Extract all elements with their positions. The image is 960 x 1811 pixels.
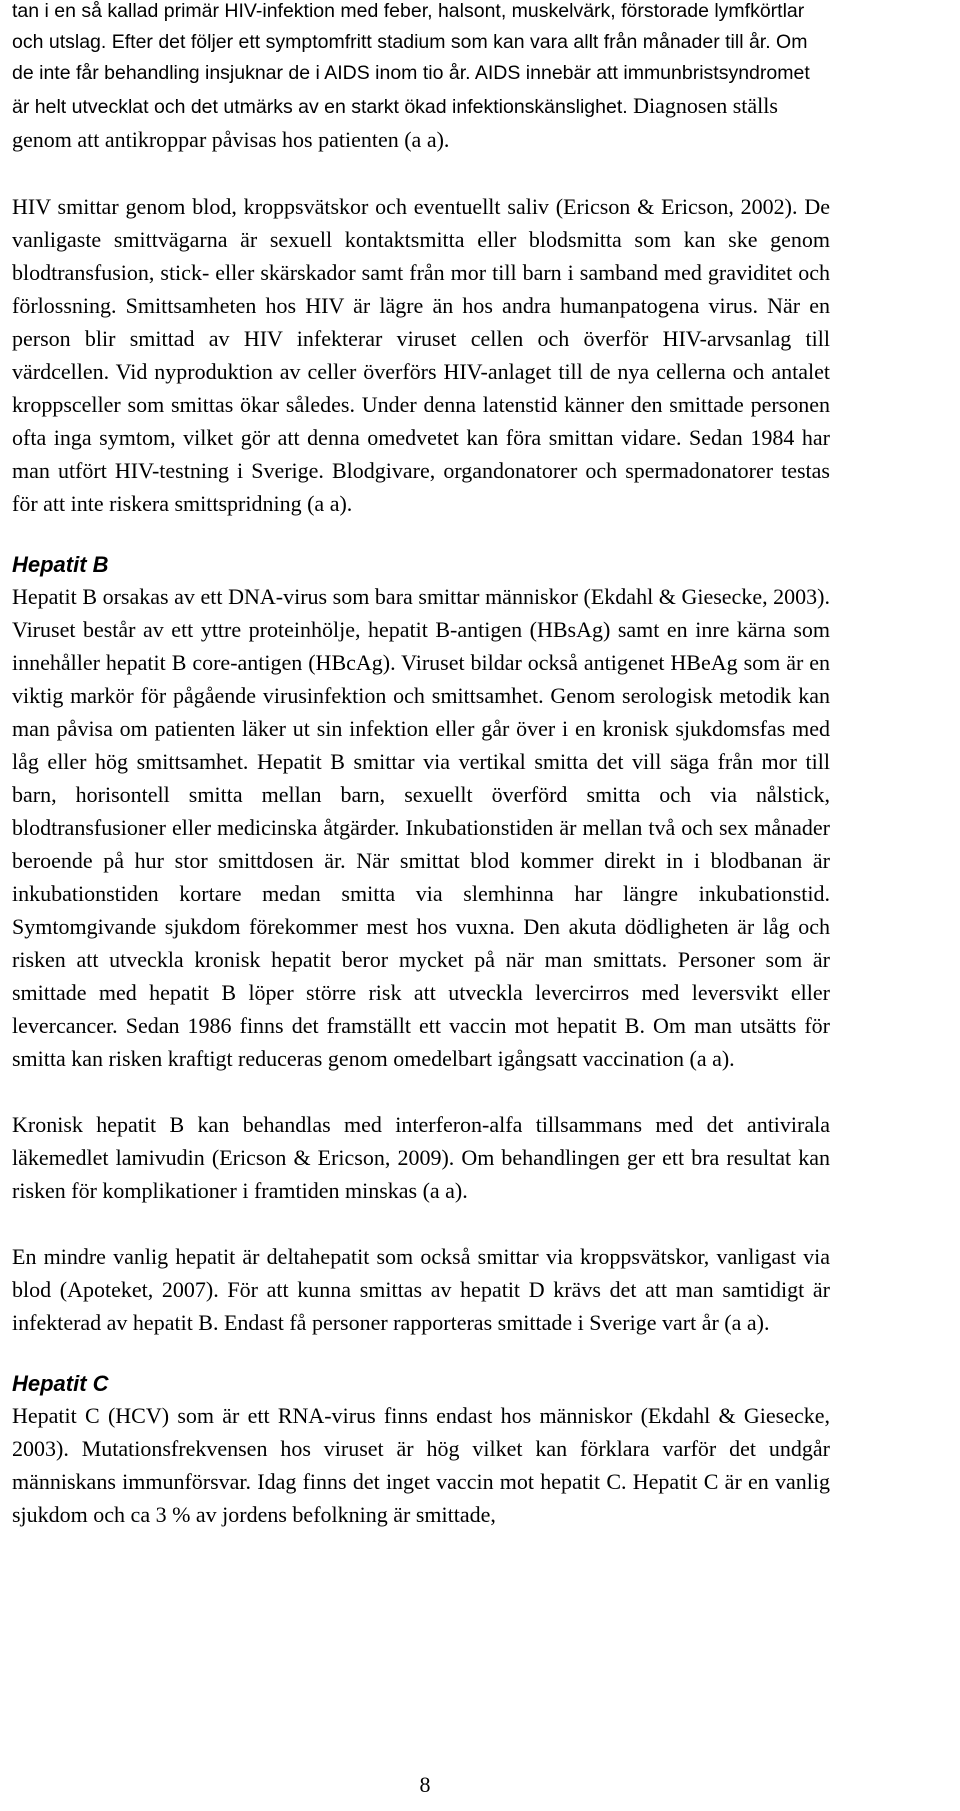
- hepatit-b-paragraph-3: En mindre vanlig hepatit är deltahepatit som också smittar via kroppsvätskor, vanligast via blod (Apoteket, 2007). För att kunna smittas av hepatit D krävs det att man samtidigt är infekterad av hepatit B. Endast få personer rapporteras smittade i Sverige vart år (a a).: [12, 1244, 830, 1335]
- section-gap: [12, 1339, 830, 1369]
- section-gap: [12, 520, 830, 550]
- intro-paragraph: [12, 0, 830, 157]
- hepatit-b-paragraph-1: Hepatit B orsakas av ett DNA-virus som bara smittar människor (Ekdahl & Giesecke, 2003). Viruset består av ett yttre proteinhölje, hepatit B-antigen (HBsAg) samt en inre kärna som innehåller hepatit B core-antigen (HBcAg). Viruset bildar också antigenet HBeAg som är en viktig markör för pågående virusinfektion och smittsamhet. Genom serologisk metodik kan man påvisa om patienten läker ut sin infektion eller går över i en kronisk sjukdomsfas med låg eller hög smittsamhet. Hepatit B smittar via vertikal smitta det vill säga från mor till barn, horisontell smitta mellan barn, sexuellt överförd smitta och via nålstick, blodtransfusioner eller medicinska åtgärder. Inkubationstiden är mellan två och sex månader beroende på hur stor smittdosen är. När smittat blod kommer direkt in i blodbanan är inkubationstiden kortare medan smitta via slemhinna har längre inkubationstid. Symtomgivande sjukdom förekommer mest hos vuxna. Den akuta dödligheten är låg och risken att utveckla kronisk hepatit beror mycket på när man smittats. Personer som är smittade med hepatit B löper större risk att utveckla levercirros med leversvikt eller levercancer. Sedan 1986 finns det framställt ett vaccin mot hepatit B. Om man utsätts för smitta kan risken kraftigt reduceras genom omedelbart igångsatt vaccination (a a).: [12, 584, 830, 1071]
- hepatit-b-paragraph-2: Kronisk hepatit B kan behandlas med interferon-alfa tillsammans med det antivirala läkemedlet lamivudin (Ericson & Ericson, 2009). Om behandlingen ger ett bra resultat kan risken för komplikationer i framtiden minskas (a a).: [12, 1112, 830, 1203]
- page-number: 8: [419, 1772, 431, 1797]
- intro-serif-text: Diagnosen ställs genom att antikroppar påvisas hos patienten (a a).: [12, 93, 778, 152]
- hepatit-c-paragraph: Hepatit C (HCV) som är ett RNA-virus finns endast hos människor (Ekdahl & Giesecke, 2003). Mutationsfrekvensen hos viruset är hög vilket kan förklara varför det undgår människans immunförsvar. Idag finns det inget vaccin mot hepatit C. Hepatit C är en vanlig sjukdom och ca 3 % av jordens befolkning är smittade,: [12, 1403, 830, 1527]
- heading-hepatit-b: Hepatit B: [12, 552, 109, 577]
- heading-hepatit-c: Hepatit C: [12, 1371, 109, 1396]
- intro-sans-text: tan i en så kallad primär HIV-infektion med feber, halsont, muskelvärk, förstorade lymfkörtlar och utslag. Efter det följer ett symptomfritt stadium som kan vara allt från månader till år. Om de inte får behandling insjuknar de i AIDS inom tio år. AIDS innebär att immunbristsyndromet är helt utvecklat och det utmärks av en starkt ökad infektionskänslighet.: [12, 0, 810, 118]
- paragraph-gap: [12, 1075, 830, 1108]
- paragraph-gap: [12, 157, 830, 190]
- hiv-paragraph: HIV smittar genom blod, kroppsvätskor och eventuellt saliv (Ericson & Ericson, 2002). De vanligaste smittvägarna är sexuell kontaktsmitta eller blodsmitta som kan ske genom blodtransfusion, stick- eller skärskador samt från mor till barn i samband med graviditet och förlossning. Smittsamheten hos HIV är lägre än hos andra humanpatogena virus. När en person blir smittad av HIV infekterar viruset cellen och överför HIV-arvsanlag till värdcellen. Vid nyproduktion av celler överförs HIV-anlaget till de nya cellerna och antalet kroppsceller som smittas ökar således. Under denna latenstid känner den smittade personen ofta inga symtom, vilket gör att denna omedvetet kan föra smittan vidare. Sedan 1984 har man utfört HIV-testning i Sverige. Blodgivare, organdonatorer och spermadonatorer testas för att inte riskera smittspridning (a a).: [12, 194, 830, 516]
- document-page: [12, 0, 830, 1531]
- paragraph-gap: [12, 1207, 830, 1240]
